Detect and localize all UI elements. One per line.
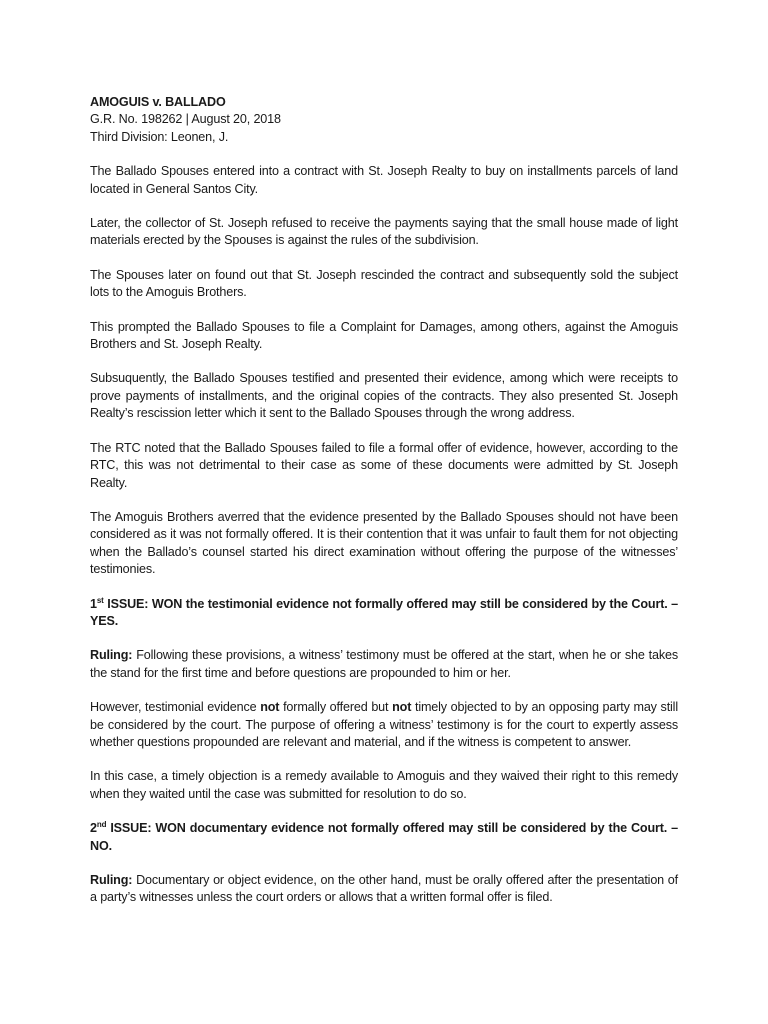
ruling-2-text: Documentary or object evidence, on the other hand, must be orally offered after the presentation of a party’s witnesses unless the court orders or allows that a written formal offer is filed.: [90, 873, 678, 905]
ruling-2: [90, 872, 678, 907]
ruling-2-label: Ruling:: [90, 873, 133, 887]
issue-1-heading: [90, 596, 678, 631]
ruling-1: [90, 647, 678, 682]
case-header: [90, 94, 678, 146]
paragraph-contract: The Ballado Spouses entered into a contract with St. Joseph Realty to buy on installments parcels of land located in General Santos City.: [90, 164, 678, 196]
paragraph-averment: The Amoguis Brothers averred that the evidence presented by the Ballado Spouses should not have been considered as it was not formally offered. It is their contention that it was unfair to fault them for not objecting when the Ballado’s counsel started his direct examination without offering the purpose of the witnesses’ testimonies.: [90, 509, 678, 577]
ruling-1-text: Following these provisions, a witness’ testimony must be offered at the start, when he or she takes the stand for the first time and before questions are propounded to him or her.: [90, 648, 678, 680]
paragraph-collector: Later, the collector of St. Joseph refused to receive the payments saying that the small house made of light materials erected by the Spouses is against the rules of the subdivision.: [90, 216, 678, 248]
paragraph-however: [90, 699, 678, 751]
issue-2-heading: [90, 820, 678, 855]
however-text-1: However, testimonial evidence: [90, 700, 261, 715]
paragraph-rescission: The Spouses later on found out that St. Joseph rescinded the contract and subsequently sold the subject lots to the Amoguis Brothers.: [90, 267, 678, 300]
paragraph-complaint: This prompted the Ballado Spouses to file a Complaint for Damages, among others, against the Amoguis Brothers and St. Joseph Realty.: [90, 319, 678, 352]
however-text-3: timely objected to by an opposing party may still be considered by the court. The purpose of offering a witness’ testimony is for the court to expertly assess whether questions propounded are relevant and material, and if the witness is competent to answer.: [90, 700, 678, 749]
gr-number-line: G.R. No. 198262 | August 20, 2018: [90, 112, 281, 127]
paragraph-in-this-case: In this case, a timely objection is a remedy available to Amoguis and they waived their right to this remedy when they waited until the case was submitted for resolution to do so.: [90, 769, 678, 801]
however-not-2: not: [392, 700, 412, 715]
division-line: Third Division: Leonen, J.: [90, 129, 229, 144]
issue-1-suffix: st: [96, 595, 104, 605]
issue-1-number: 1: [90, 596, 97, 611]
issue-2-number: 2: [90, 821, 97, 836]
paragraph-rtc: The RTC noted that the Ballado Spouses failed to file a formal offer of evidence, however, according to the RTC, this was not detrimental to their case as some of these documents were admitted by St. Joseph Realty.: [90, 440, 678, 490]
document-page: [90, 94, 678, 924]
ruling-1-label: Ruling:: [90, 648, 133, 663]
paragraph-evidence: Subsuquently, the Ballado Spouses testified and presented their evidence, among which were receipts to prove payments of installments, and the original copies of the contracts. They also presented St. Joseph Realty’s rescission letter which it sent to the Ballado Spouses through the wrong address.: [90, 371, 678, 421]
case-title: AMOGUIS v. BALLADO: [90, 95, 226, 109]
issue-1-text: ISSUE: WON the testimonial evidence not formally offered may still be considered by the Court. – YES.: [90, 596, 678, 628]
issue-2-text: ISSUE: WON documentary evidence not formally offered may still be considered by the Court. – NO.: [90, 821, 678, 853]
however-not-1: not: [260, 700, 280, 715]
issue-2-suffix: nd: [96, 820, 107, 829]
however-text-2: formally offered but: [279, 700, 393, 715]
